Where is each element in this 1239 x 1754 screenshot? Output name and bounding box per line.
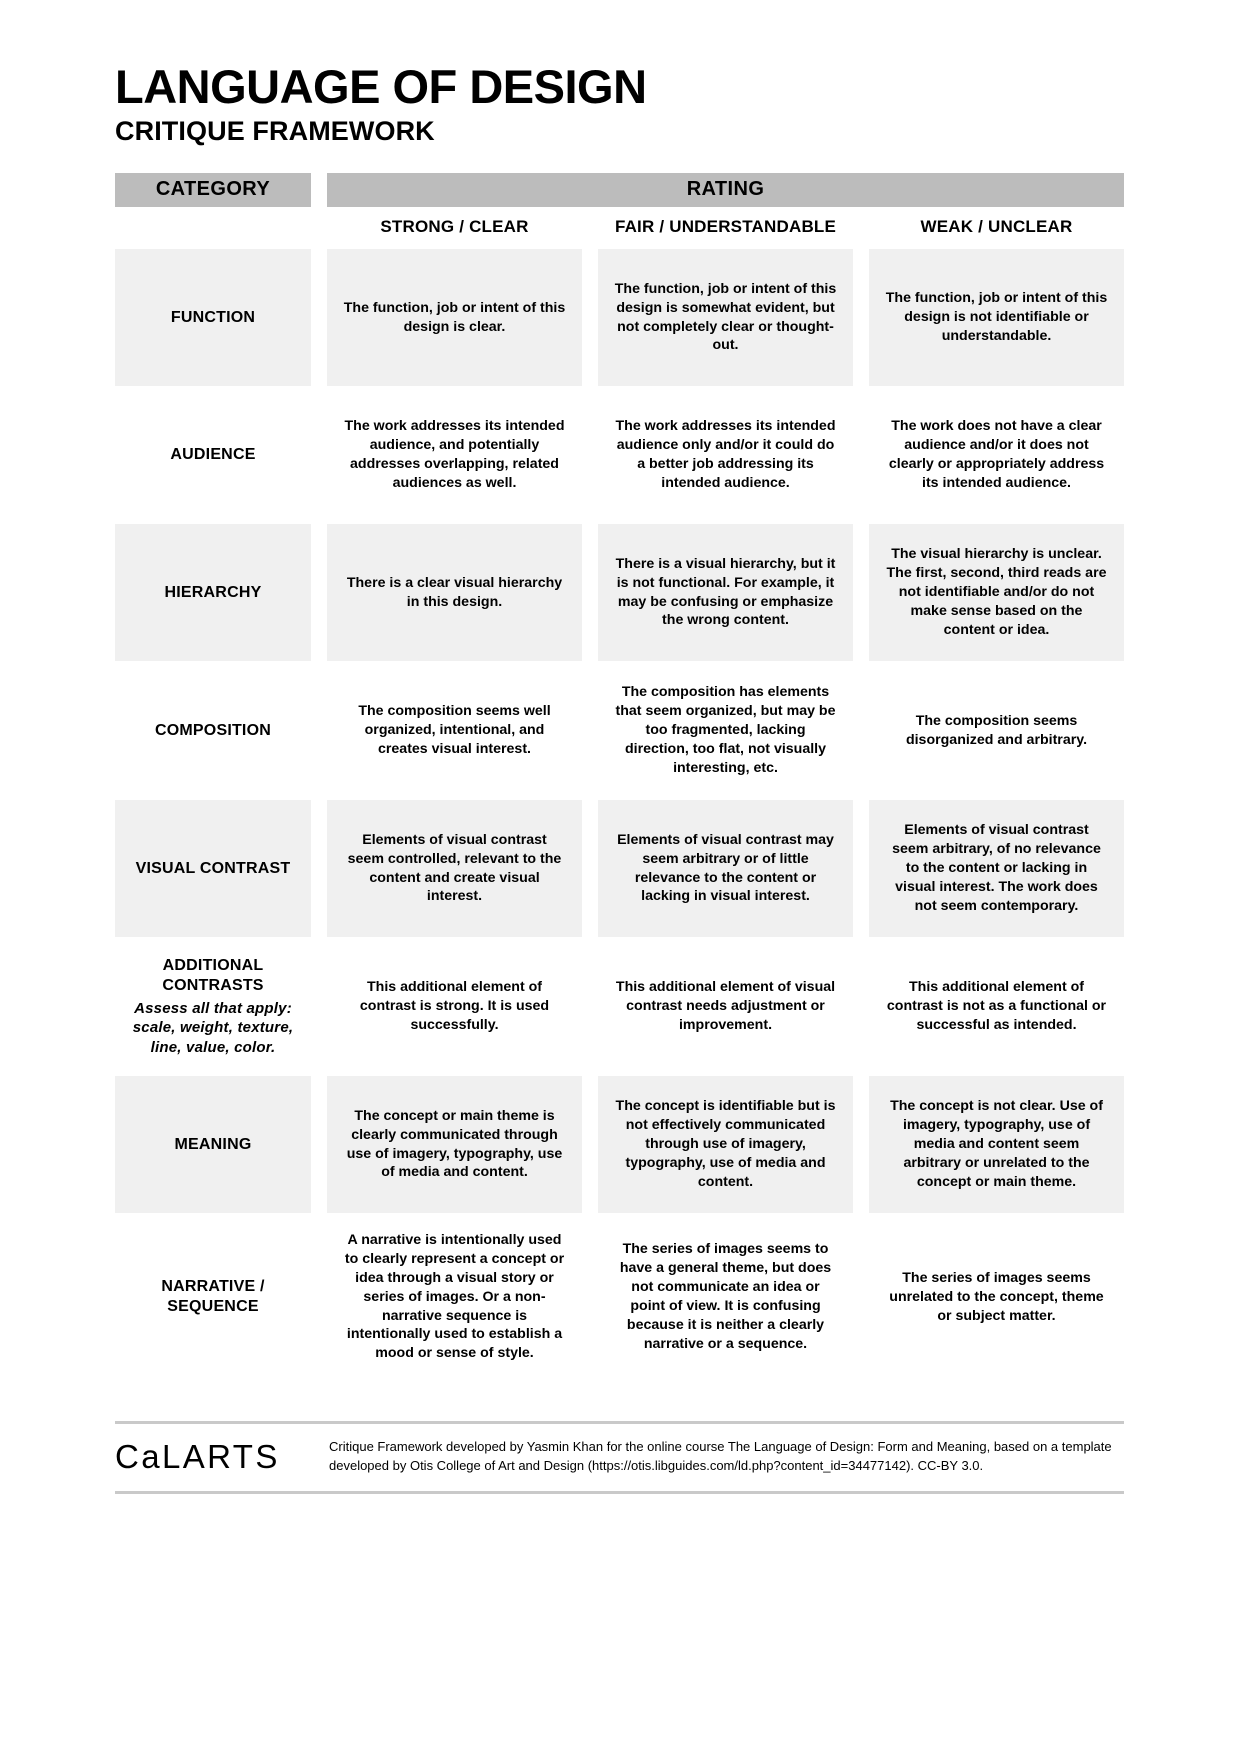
- cell-visual-contrast-strong: Elements of visual contrast seem controlled, relevant to the content and create visual interest.: [327, 800, 582, 937]
- rating-level-spacer: [115, 211, 311, 240]
- row-category-hierarchy: [115, 524, 311, 661]
- row-category-narrative-sequence: [115, 1219, 311, 1375]
- category-label: HIERARCHY: [164, 583, 262, 601]
- rating-level-weak: WEAK / UNCLEAR: [920, 217, 1073, 237]
- table-row: [115, 524, 1124, 661]
- table-row: [115, 1219, 1124, 1375]
- cell-narrative-fair: The series of images seems to have a general theme, but does not communicate an idea or point of view. It is confusing because it is neither a clearly narrative or a sequence.: [619, 1241, 832, 1352]
- table-row: [115, 943, 1124, 1070]
- cell-composition-weak: The composition seems disorganized and arbitrary.: [905, 712, 1088, 748]
- cell-composition-fair: The composition has elements that seem organized, but may be too fragmented, lacking direction, too flat, not visually interesting, etc.: [615, 684, 836, 776]
- category-note: Assess all that apply: scale, weight, texture, line, value, color.: [132, 999, 294, 1056]
- cell-visual-contrast-fair: Elements of visual contrast may seem arbitrary or of little relevance to the content or lacking in visual interest.: [598, 800, 853, 937]
- category-label: NARRATIVE / SEQUENCE: [161, 1278, 265, 1316]
- page-subtitle: CRITIQUE FRAMEWORK: [115, 116, 435, 147]
- cell-audience-fair: The work addresses its intended audience only and/or it could do a better job addressing its intended audience.: [615, 418, 836, 491]
- cell-narrative-strong: A narrative is intentionally used to clearly represent a concept or idea through a visual story or series of images. Or a non-narrative sequence is intentionally used to establish a mood or sense of style.: [344, 1232, 565, 1362]
- footer-divider-top: [115, 1421, 1124, 1424]
- row-category-audience: [115, 392, 311, 518]
- cell-audience-weak: The work does not have a clear audience and/or it does not clearly or appropriately address its intended audience.: [888, 418, 1105, 491]
- category-label: FUNCTION: [170, 308, 256, 326]
- row-category-visual-contrast: [115, 800, 311, 937]
- row-category-composition: [115, 667, 311, 794]
- category-label: COMPOSITION: [155, 721, 271, 739]
- table-row: [115, 667, 1124, 794]
- cell-narrative-weak: The series of images seems unrelated to the concept, theme or subject matter.: [889, 1269, 1104, 1324]
- page-title: LANGUAGE OF DESIGN: [115, 60, 647, 113]
- column-header-rating: RATING: [327, 173, 1124, 207]
- cell-function-fair: The function, job or intent of this design is somewhat evident, but not completely clear or thought-out.: [598, 249, 853, 386]
- table-row: [115, 392, 1124, 518]
- cell-visual-contrast-weak: Elements of visual contrast seem arbitrary, of no relevance to the content or lacking in visual interest. The work does not seem contemporary.: [869, 800, 1124, 937]
- cell-hierarchy-strong: There is a clear visual hierarchy in this design.: [327, 524, 582, 661]
- footer-credit-text: Critique Framework developed by Yasmin Khan for the online course The Language of Design: Form and Meaning, based on a template developed by Otis College of Art and Design (https://otis.libguides.com/ld.php?content_id=34477142). CC-BY 3.0.: [329, 1439, 1112, 1473]
- cell-additional-contrasts-fair: This additional element of visual contrast needs adjustment or improvement.: [615, 979, 836, 1033]
- cell-meaning-fair: The concept is identifiable but is not effectively communicated through use of imagery, typography, use of media and content.: [598, 1076, 853, 1213]
- cell-function-strong: The function, job or intent of this design is clear.: [327, 249, 582, 386]
- rating-level-strong: STRONG / CLEAR: [380, 217, 529, 237]
- footer-divider-bottom: [115, 1491, 1124, 1494]
- cell-composition-strong: The composition seems well organized, intentional, and creates visual interest.: [358, 703, 551, 757]
- category-label: VISUAL CONTRAST: [135, 859, 291, 877]
- cell-additional-contrasts-strong: This additional element of contrast is strong. It is used successfully.: [359, 979, 550, 1033]
- row-category-additional-contrasts: [115, 943, 311, 1070]
- rating-level-header-row: [115, 211, 1124, 240]
- rating-level-fair: FAIR / UNDERSTANDABLE: [614, 217, 837, 237]
- column-header-category: CATEGORY: [115, 173, 311, 207]
- cell-audience-strong: The work addresses its intended audience, and potentially addresses overlapping, related audiences as well.: [344, 418, 565, 491]
- cell-meaning-weak: The concept is not clear. Use of imagery, typography, use of media and content seem arbitrary or unrelated to the concept or main theme.: [869, 1076, 1124, 1213]
- cell-hierarchy-fair: There is a visual hierarchy, but it is not functional. For example, it may be confusing or emphasize the wrong content.: [598, 524, 853, 661]
- calarts-logo: CaLARTS: [115, 1438, 280, 1476]
- cell-hierarchy-weak: The visual hierarchy is unclear. The first, second, third reads are not identifiable and/or do not make sense based on the content or idea.: [869, 524, 1124, 661]
- category-label: AUDIENCE: [170, 446, 256, 464]
- category-label: ADDITIONAL CONTRASTS: [162, 956, 264, 994]
- cell-meaning-strong: The concept or main theme is clearly communicated through use of imagery, typography, use of media and content.: [327, 1076, 582, 1213]
- category-label: MEANING: [174, 1135, 252, 1153]
- table-header-band: [115, 173, 1124, 207]
- table-row: [115, 249, 1124, 386]
- row-category-meaning: [115, 1076, 311, 1213]
- cell-additional-contrasts-weak: This additional element of contrast is not as a functional or successful as intended.: [886, 979, 1107, 1033]
- cell-function-weak: The function, job or intent of this design is not identifiable or understandable.: [869, 249, 1124, 386]
- table-row: [115, 800, 1124, 937]
- row-category-function: [115, 249, 311, 386]
- footer-content: [115, 1438, 1124, 1487]
- footer: [115, 1421, 1124, 1494]
- table-row: [115, 1076, 1124, 1213]
